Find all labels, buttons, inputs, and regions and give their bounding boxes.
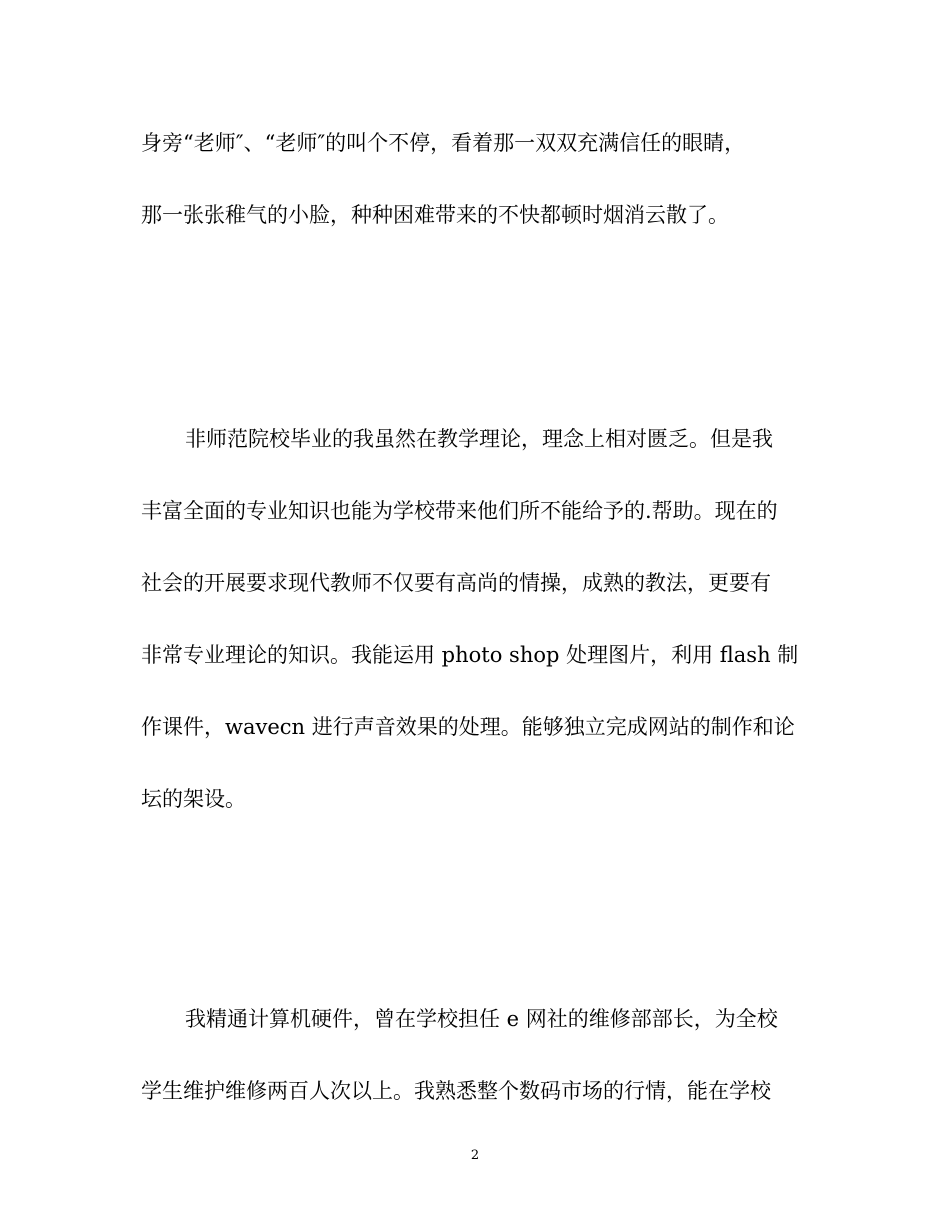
text-line: 我精通计算机硬件，曾在学校担任 e 网社的维修部部长，为全校 xyxy=(185,1007,778,1031)
text-line: 学生维护维修两百人次以上。我熟悉整个数码市场的行情，能在学校 xyxy=(141,1079,771,1103)
text-line: 身旁“老师″、“老师″的叫个不停，看着那一双双充满信任的眼睛， xyxy=(141,131,746,155)
text-line: 非常专业理论的知识。我能运用 photo shop 处理图片，利用 flash 制 xyxy=(141,643,799,667)
text-line: 非师范院校毕业的我虽然在教学理论，理念上相对匮乏。但是我 xyxy=(185,427,773,451)
text-line: 社会的开展要求现代教师不仅要有高尚的情操，成熟的教法，更要有 xyxy=(141,571,771,595)
text-line: 作课件，wavecn 进行声音效果的处理。能够独立完成网站的制作和论 xyxy=(141,715,795,739)
text-line: 那一张张稚气的小脸，种种困难带来的不快都顿时烟消云散了。 xyxy=(141,203,729,227)
text-line: 坛的架设。 xyxy=(141,787,246,811)
page-number: 2 xyxy=(470,1148,480,1163)
text-line: 丰富全面的专业知识也能为学校带来他们所不能给予的.帮助。现在的 xyxy=(141,499,778,523)
